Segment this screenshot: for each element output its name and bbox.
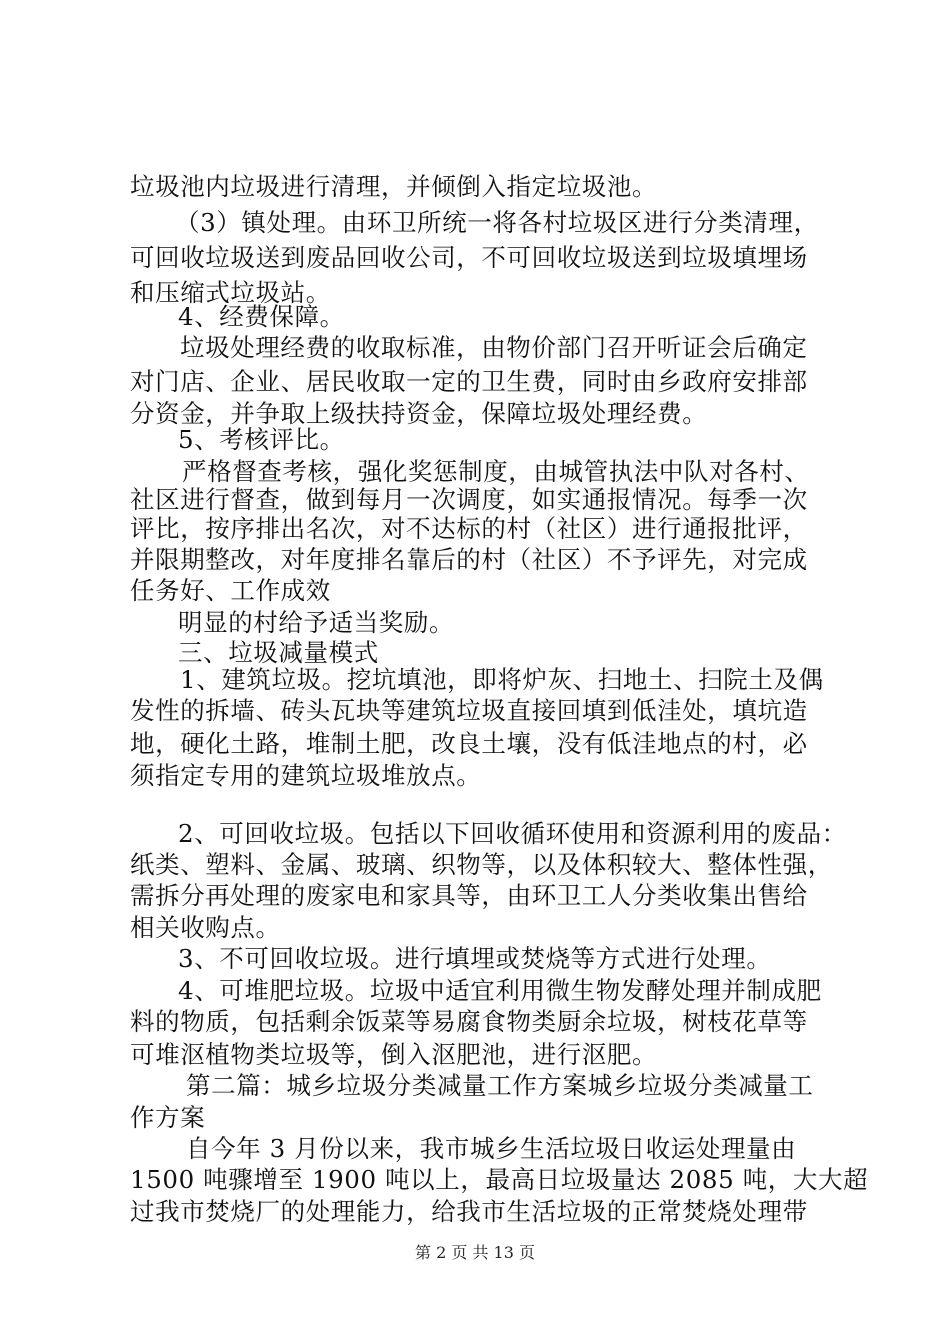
text-line: 需拆分再处理的废家电和家具等，由环卫工人分类收集出售给	[130, 881, 808, 910]
text-line: 相关收购点。	[130, 913, 281, 942]
text-line: （3）镇处理。由环卫所统一将各村垃圾区进行分类清理，	[175, 208, 819, 237]
text-line: 地，硬化土路，堆制土肥，改良土壤，没有低洼地点的村，必	[130, 729, 808, 758]
text-line: 料的物质，包括剩余饭菜等易腐食物类厨余垃圾，树枝花草等	[130, 1007, 808, 1036]
page-number-footer: 第 2 页 共 13 页	[415, 1243, 535, 1262]
text-line: 任务好、工作成效	[130, 576, 331, 605]
text-line: 4、可堆肥垃圾。垃圾中适宜利用微生物发酵处理并制成肥	[178, 976, 822, 1005]
section-heading: 5、考核评比。	[178, 425, 345, 454]
text-line: 社区进行督查，做到每月一次调度，如实通报情况。每季一次	[130, 485, 808, 514]
text-line: 评比，按序排出名次，对不达标的村（社区）进行通报批评，	[130, 514, 808, 543]
text-line: 1500 吨骤增至 1900 吨以上，最高日垃圾量达 2085 吨，大大超	[130, 1165, 869, 1194]
section-heading: 三、垃圾减量模式	[178, 638, 379, 667]
text-line: 并限期整改，对年度排名靠后的村（社区）不予评先，对完成	[130, 545, 808, 574]
text-line: 明显的村给予适当奖励。	[178, 608, 455, 637]
text-line: 和压缩式垃圾站。	[130, 278, 331, 307]
text-line: 过我市焚烧厂的处理能力，给我市生活垃圾的正常焚烧处理带	[130, 1197, 808, 1226]
text-line: 3、不可回收垃圾。进行填埋或焚烧等方式进行处理。	[178, 944, 772, 973]
text-line: 分资金，并争取上级扶持资金，保障垃圾处理经费。	[130, 399, 708, 428]
text-line: 可堆沤植物类垃圾等，倒入沤肥池，进行沤肥。	[130, 1040, 658, 1069]
text-line: 发性的拆墙、砖头瓦块等建筑垃圾直接回填到低洼处，填坑造	[130, 696, 808, 725]
text-line: 纸类、塑料、金属、玻璃、织物等，以及体积较大、整体性强，	[130, 850, 833, 879]
text-line: 垃圾池内垃圾进行清理，并倾倒入指定垃圾池。	[130, 172, 658, 201]
text-line: 2、可回收垃圾。包括以下回收循环使用和资源利用的废品：	[178, 819, 847, 848]
chapter-title: 作方案	[130, 1103, 206, 1132]
text-line: 自今年 3 月份以来，我市城乡生活垃圾日收运处理量由	[186, 1134, 797, 1163]
section-heading: 4、经费保障。	[178, 302, 345, 331]
text-line: 1、建筑垃圾。挖坑填池，即将炉灰、扫地土、扫院土及偶	[180, 665, 824, 694]
chapter-title: 第二篇：城乡垃圾分类减量工作方案城乡垃圾分类减量工	[186, 1071, 814, 1100]
text-line: 垃圾处理经费的收取标准，由物价部门召开听证会后确定	[180, 333, 808, 362]
text-line: 须指定专用的建筑垃圾堆放点。	[130, 761, 482, 790]
text-line: 对门店、企业、居民收取一定的卫生费，同时由乡政府安排部	[130, 367, 808, 396]
text-line: 严格督查考核，强化奖惩制度，由城管执法中队对各村、	[182, 457, 810, 486]
text-line: 可回收垃圾送到废品回收公司，不可回收垃圾送到垃圾填埋场	[130, 243, 808, 272]
